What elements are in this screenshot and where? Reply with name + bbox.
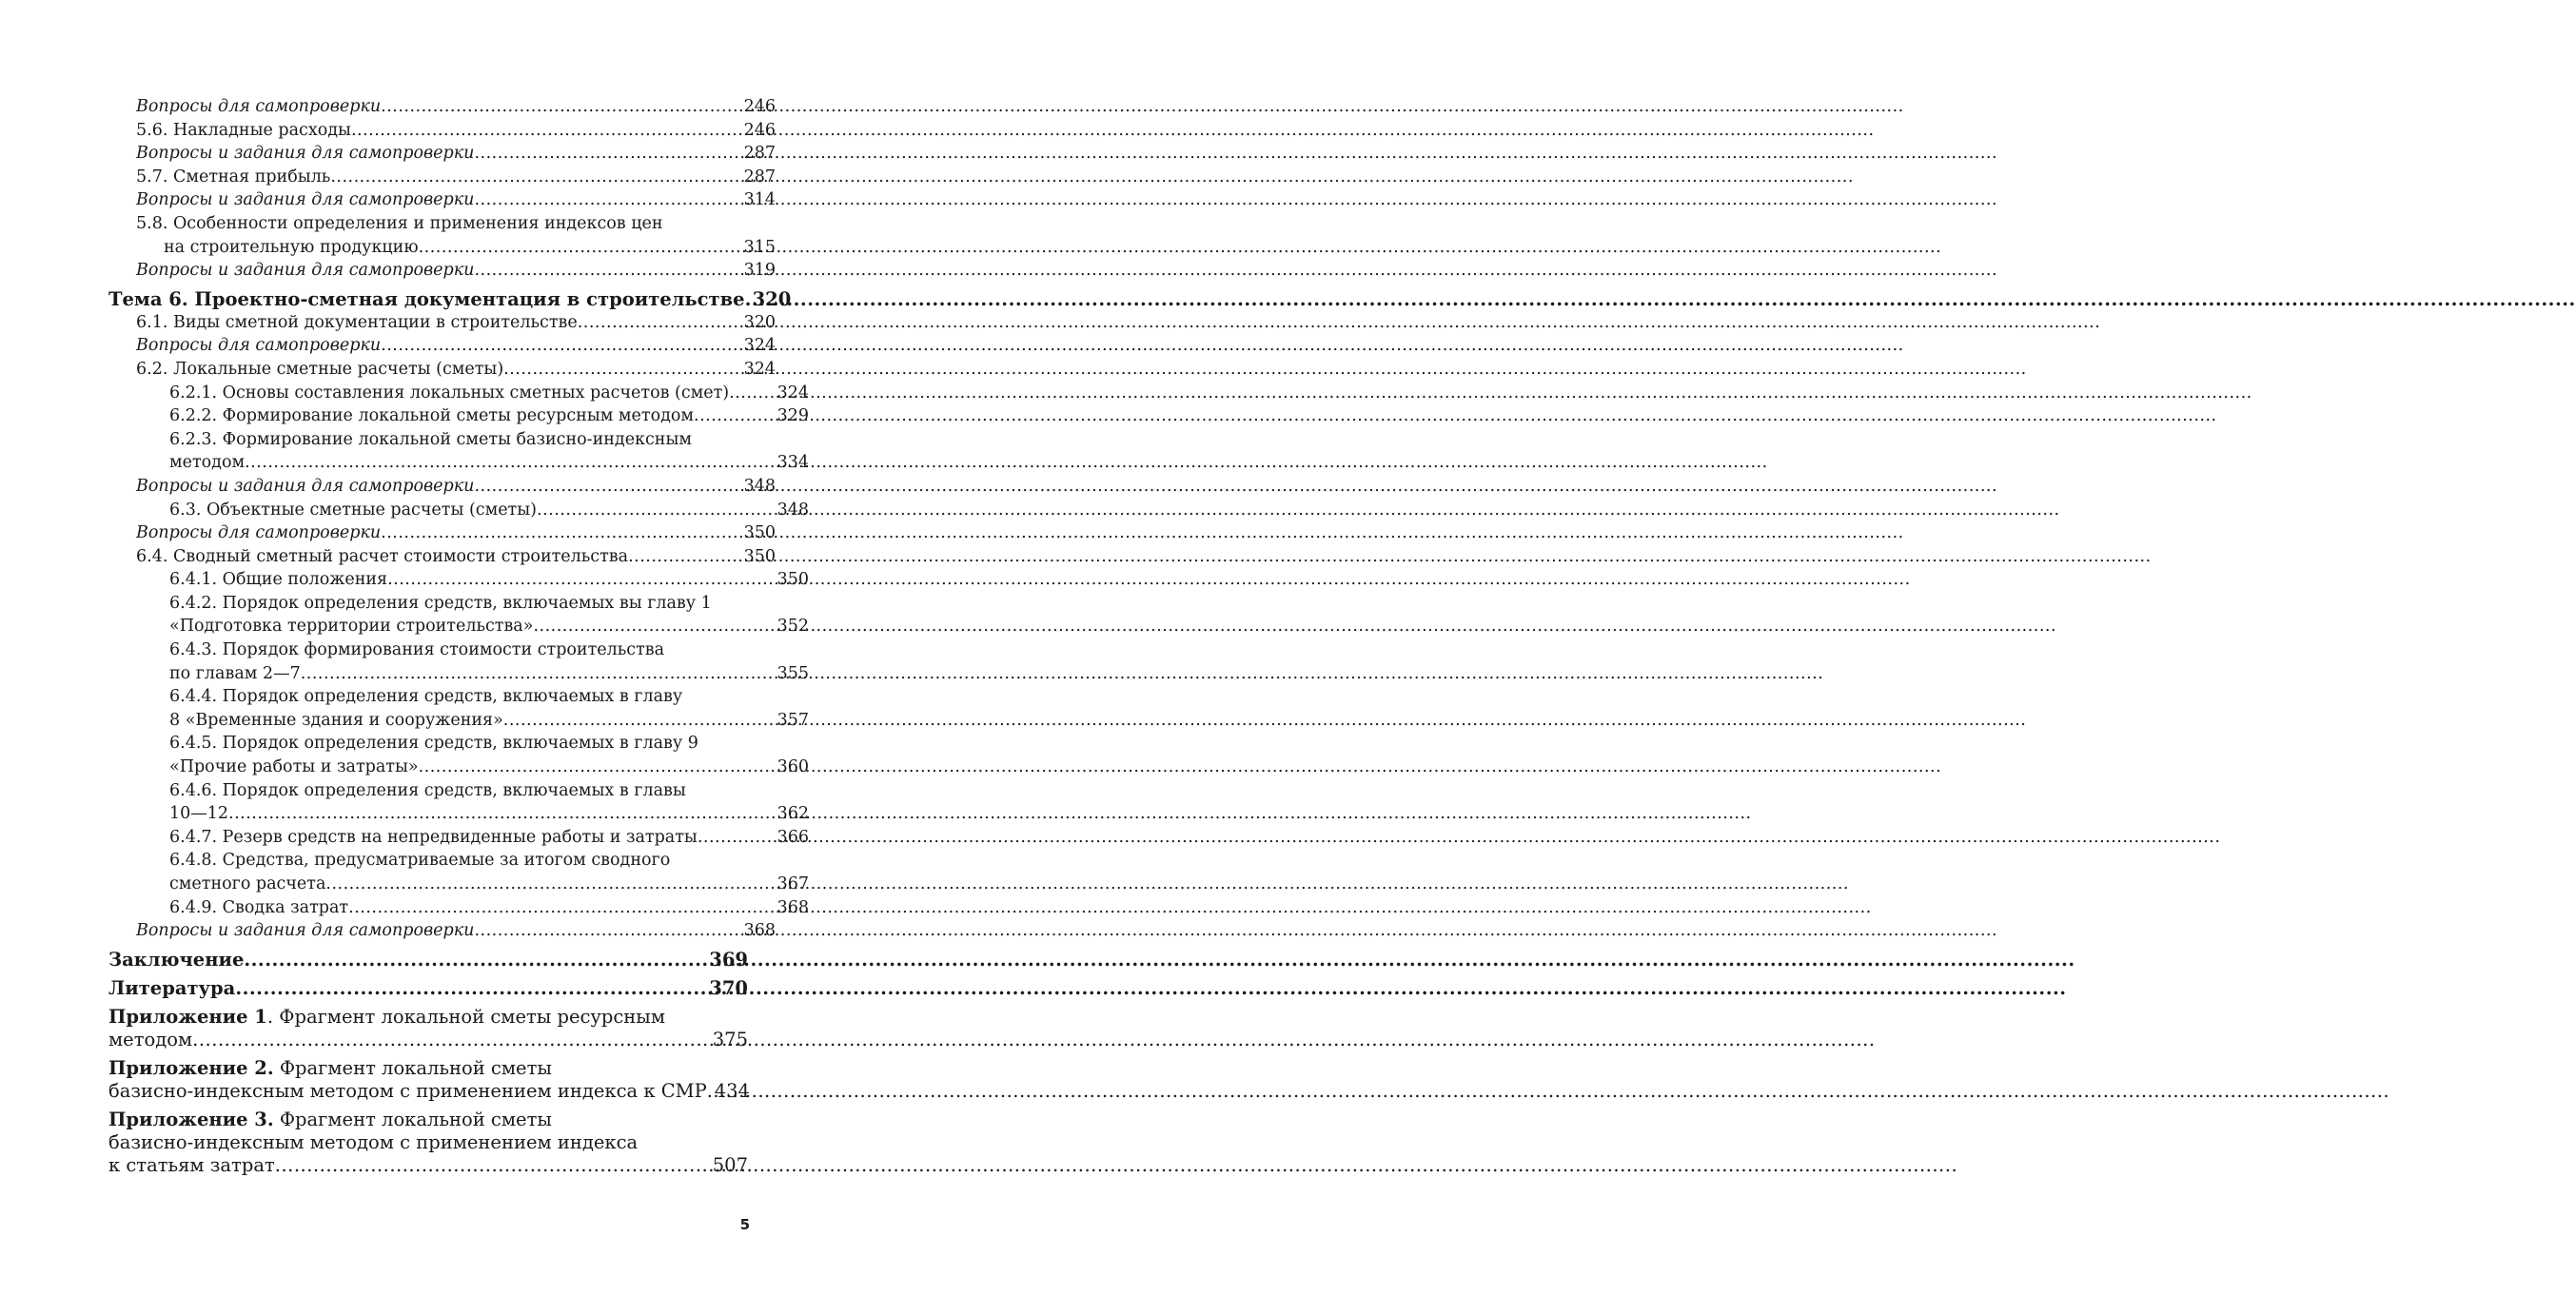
toc-entry-title-cont: базисно-индексным методом с применением индекса: [108, 1130, 639, 1153]
toc-entry[interactable]: [108, 896, 809, 920]
toc-entry[interactable]: [108, 779, 809, 826]
toc-entry[interactable]: [108, 826, 809, 850]
toc-appendix-entry[interactable]: [108, 1057, 748, 1103]
toc-entry[interactable]: [108, 919, 776, 943]
toc-entry[interactable]: [108, 334, 776, 358]
leader-dots: [628, 545, 742, 569]
toc-entry-title: 6.2. Локальные сметные расчеты (сметы): [136, 359, 504, 379]
leader-dots: [503, 358, 741, 382]
toc-entry-title: 6.4.2. Порядок определения средств, включаемых вы главу 1: [169, 593, 712, 613]
toc-entry-page: 324: [777, 383, 809, 402]
leader-dots: [381, 334, 741, 358]
toc-entry-title: Вопросы для самопроверки: [136, 336, 382, 356]
toc-entry-title: Заключение: [108, 948, 245, 971]
toc-entry-title-cont: по главам 2—7: [169, 663, 301, 683]
leader-dots: [537, 499, 776, 522]
toc-entry-title: 6.1. Виды сметной документации в строительстве: [136, 312, 578, 332]
toc-entry-title: 5.8. Особенности определения и применения индексов цен: [136, 213, 663, 233]
leader-dots: [325, 873, 775, 896]
toc-entry-title: 6.4. Сводный сметный расчет стоимости строительства: [136, 546, 629, 566]
toc-entry-page: 357: [777, 710, 809, 730]
toc-entry-title: Фрагмент локальной сметы: [273, 1056, 552, 1079]
leader-dots: [275, 1154, 711, 1177]
leader-dots: [503, 709, 776, 733]
toc-entry[interactable]: [108, 638, 809, 685]
toc-entry-title-cont: «Подготовка территории строительства»: [169, 617, 534, 637]
toc-entry-page: 350: [743, 523, 776, 543]
toc-entry-title: Вопросы для самопроверки: [136, 523, 382, 543]
toc-entry-title: 6.4.4. Порядок определения средств, включаемых в главу: [169, 687, 683, 707]
toc-entry-page: 320: [743, 312, 776, 332]
toc-entry-page: 334: [777, 453, 809, 473]
leader-dots: [474, 259, 741, 283]
toc-entry-page: 352: [777, 617, 809, 637]
toc-entry-page: 320: [752, 287, 792, 310]
toc-entry[interactable]: [108, 212, 776, 259]
toc-entry-page: 348: [743, 476, 776, 496]
toc-entry-title: Вопросы и задания для самопроверки: [136, 261, 475, 281]
toc-entry-page: 507: [712, 1153, 748, 1176]
toc-entry-page: 315: [743, 237, 776, 257]
toc-entry-page: 287: [743, 167, 776, 186]
toc-entry-page: 350: [777, 570, 809, 590]
leader-dots: [474, 188, 741, 212]
toc-chapter-heading[interactable]: [108, 949, 748, 972]
leader-dots: [244, 949, 707, 972]
leader-dots: [729, 382, 775, 405]
toc-entry[interactable]: [108, 568, 809, 592]
toc-entry-page: 319: [743, 261, 776, 281]
toc-entry-title: 6.4.1. Общие положения: [169, 570, 388, 590]
leader-dots: [419, 236, 742, 260]
toc-entry-title: Вопросы и задания для самопроверки: [136, 144, 475, 164]
toc-entry-page: 370: [709, 976, 748, 999]
toc-entry-title: Вопросы и задания для самопроверки: [136, 190, 475, 210]
toc-entry-title: 6.2.3. Формирование локальной сметы базисно-индексным: [169, 429, 692, 449]
toc-entry-page: 369: [709, 948, 748, 971]
leader-dots: [381, 95, 741, 119]
toc-entry-page: 360: [777, 757, 809, 777]
leader-dots: [330, 166, 741, 189]
leader-dots: [381, 521, 741, 545]
toc-entry-page: 368: [743, 921, 776, 941]
toc-entry-page: 368: [777, 897, 809, 917]
leader-dots: [387, 568, 776, 592]
toc-entry-title: 6.3. Объектные сметные расчеты (сметы): [169, 500, 537, 520]
leader-dots: [474, 919, 741, 943]
toc-entry-title-cont: сметного расчета: [169, 874, 326, 893]
toc-entry-title: Вопросы для самопроверки: [136, 97, 382, 116]
toc-entry[interactable]: [108, 119, 776, 143]
toc-entry-page: 348: [777, 500, 809, 520]
toc-entry[interactable]: [108, 592, 809, 638]
toc-entry-title: Литература: [108, 976, 236, 999]
toc-entry[interactable]: [108, 685, 809, 732]
toc-entry-title-cont: методом: [169, 453, 246, 473]
toc-entry-page: 314: [743, 190, 776, 210]
toc-entry-page: 324: [743, 359, 776, 379]
toc-entry-page: 246: [743, 120, 776, 140]
toc-entry-title: 6.2.2. Формирование локальной сметы ресурсным методом: [169, 406, 695, 426]
toc-entry-title-cont: «Прочие работы и затраты»: [169, 757, 419, 777]
leader-dots: [245, 451, 775, 475]
toc-entry-page: 324: [743, 336, 776, 356]
toc-entry-page: 367: [777, 874, 809, 893]
toc-entry-title-cont: 8 «Временные здания и сооружения»: [169, 710, 503, 730]
leader-dots: [228, 802, 776, 826]
toc-entry-title: 5.7. Сметная прибыль: [136, 167, 331, 186]
toc-entry-title-cont: методом: [108, 1028, 193, 1050]
toc-entry-title-cont: 10—12: [169, 804, 229, 824]
leader-dots: [694, 404, 776, 428]
toc-entry[interactable]: [108, 475, 776, 499]
table-of-contents: [108, 95, 809, 1177]
toc-entry[interactable]: [108, 404, 809, 428]
toc-entry-page: 287: [743, 144, 776, 164]
leader-dots: [474, 475, 741, 499]
toc-entry-page: 375: [712, 1028, 748, 1050]
toc-chapter-heading[interactable]: [108, 977, 748, 1000]
toc-entry-title: Фрагмент локальной сметы: [273, 1108, 552, 1130]
toc-entry[interactable]: [108, 849, 809, 895]
appendix-label: Приложение 3.: [108, 1108, 274, 1130]
leader-dots: [578, 311, 742, 335]
toc-entry-page: 355: [777, 663, 809, 683]
toc-entry[interactable]: [108, 499, 809, 522]
toc-entry-title-cont: на строительную продукцию: [164, 237, 419, 257]
toc-appendix-entry[interactable]: [108, 1006, 748, 1051]
toc-entry-title: 6.4.8. Средства, предусматриваемые за итогом сводного: [169, 851, 671, 871]
toc-entry[interactable]: [108, 382, 809, 405]
toc-entry-title: Вопросы и задания для самопроверки: [136, 476, 475, 496]
toc-entry-title: 6.4.9. Сводка затрат: [169, 897, 349, 917]
page-number: 5: [739, 1216, 750, 1233]
toc-chapter-heading[interactable]: [108, 287, 792, 311]
toc-entry-page: 434: [714, 1079, 750, 1102]
leader-dots: [192, 1029, 711, 1051]
toc-entry-page: 246: [743, 97, 776, 116]
toc-entry[interactable]: [108, 259, 776, 283]
toc-entry[interactable]: [108, 166, 776, 189]
toc-appendix-entry[interactable]: [108, 1109, 748, 1177]
book-page: [0, 0, 856, 1315]
toc-entry[interactable]: [108, 428, 809, 475]
toc-entry-title: 6.4.6. Порядок определения средств, включаемых в главы: [169, 780, 686, 800]
toc-entry[interactable]: [108, 142, 776, 166]
leader-dots: [301, 662, 776, 686]
toc-entry-title: 6.4.7. Резерв средств на непредвиденные работы и затраты: [169, 827, 698, 847]
toc-entry-title: 6.2.1. Основы составления локальных сметных расчетов (смет): [169, 383, 730, 402]
toc-entry-page: 350: [743, 546, 776, 566]
toc-entry[interactable]: [108, 311, 776, 335]
toc-entry[interactable]: [108, 358, 776, 382]
toc-entry[interactable]: [108, 188, 776, 212]
toc-entry-title: Вопросы и задания для самопроверки: [136, 921, 475, 941]
toc-entry-title: Тема 6. Проектно-сметная документация в строительстве: [108, 287, 745, 310]
leader-dots: [474, 142, 741, 166]
toc-entry-title-cont: базисно-индексным методом с применением индекса к СМР: [108, 1079, 707, 1102]
toc-entry-page: 329: [777, 406, 809, 426]
toc-entry-title: 5.6. Накладные расходы: [136, 120, 351, 140]
leader-dots: [351, 119, 742, 143]
toc-entry-page: 362: [777, 804, 809, 824]
leader-dots: [533, 615, 775, 638]
toc-entry-title-cont: к статьям затрат: [108, 1153, 275, 1176]
appendix-label: Приложение 1: [108, 1005, 267, 1028]
leader-dots: [348, 896, 775, 920]
leader-dots: [698, 826, 776, 850]
toc-entry[interactable]: [108, 521, 776, 545]
toc-entry[interactable]: [108, 732, 809, 778]
toc-entry-title: 6.4.3. Порядок формирования стоимости строительства: [169, 640, 665, 660]
toc-entry-page: 366: [777, 827, 809, 847]
toc-entry-title: . Фрагмент локальной сметы ресурсным: [266, 1005, 665, 1028]
toc-entry-title: 6.4.5. Порядок определения средств, включаемых в главу 9: [169, 734, 698, 754]
toc-entry[interactable]: [108, 95, 776, 119]
appendix-label: Приложение 2.: [108, 1056, 274, 1079]
leader-dots: [235, 977, 707, 1000]
leader-dots: [419, 756, 776, 779]
toc-entry[interactable]: [108, 545, 776, 569]
